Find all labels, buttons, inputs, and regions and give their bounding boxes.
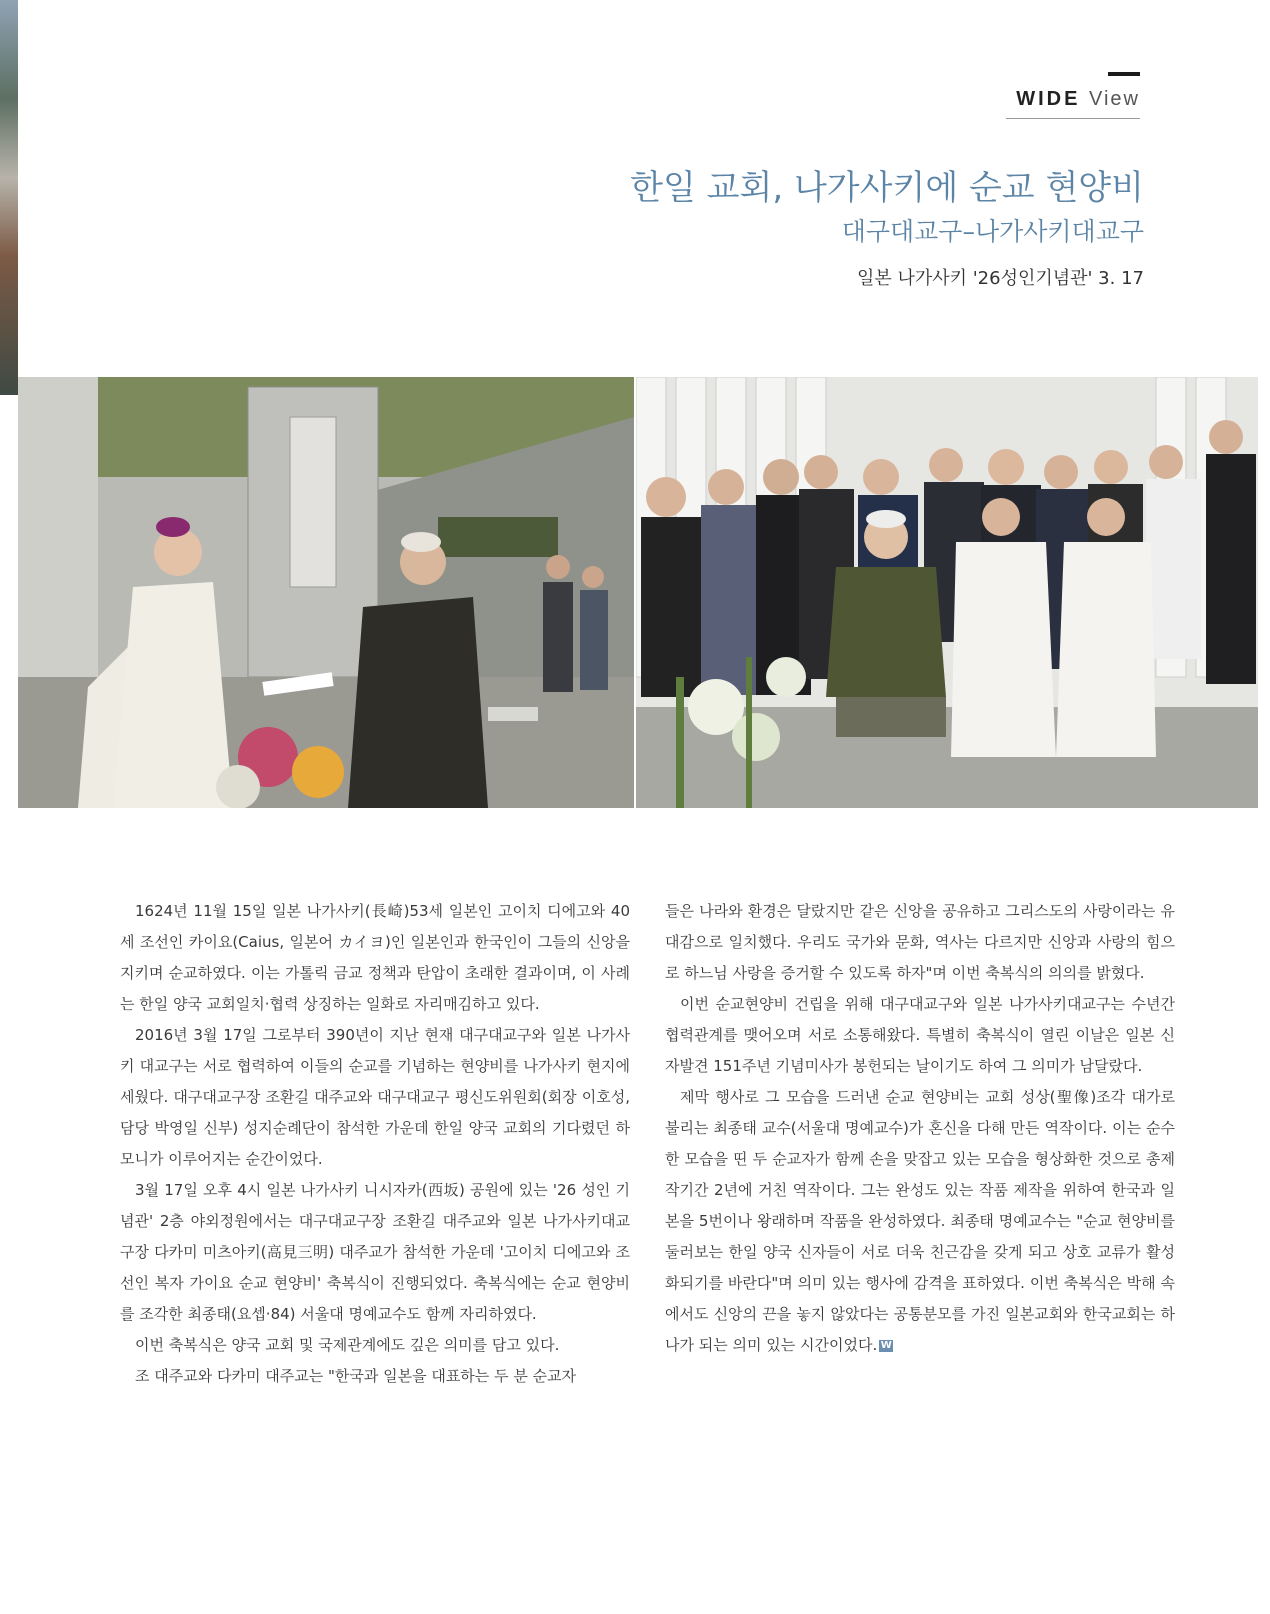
article-subtitle: 대구대교구–나가사키대교구 <box>841 217 1144 246</box>
paragraph: 1624년 11월 15일 일본 나가사키(長崎)53세 일본인 고이치 디에고와 40세 조선인 카이요(Caius, 일본어 カイヨ)인 일본인과 한국인이 그들의 신앙을 지키며 순교하였다. 이는 가톨릭 금교 정책과 탄압이 초래한 결과이며, 이 사례는 한일 양국 교회일치·협력 상징하는 일화로 자리매김하고 있다. <box>120 902 630 1013</box>
section-label-bold: WIDE <box>1016 88 1081 110</box>
paragraph: 이번 순교현양비 건립을 위해 대구대교구와 일본 나가사키대교구는 수년간 협력관계를 맺어오며 서로 소통해왔다. 특별히 축복식이 열린 이날은 일본 신자발견 151주년 기념미사가 봉헌되는 날이기도 하여 그 의미가 남달랐다. <box>665 995 1175 1075</box>
paragraph: 조 대주교와 다카미 대주교는 "한국과 일본을 대표하는 두 분 순교자 <box>135 1367 577 1385</box>
paragraph: 이번 축복식은 양국 교회 및 국제관계에도 깊은 의미를 담고 있다. <box>135 1336 560 1354</box>
section-label-light: View <box>1089 88 1140 110</box>
paragraph: 들은 나라와 환경은 달랐지만 같은 신앙을 공유하고 그리스도의 사랑이라는 유대감으로 일치했다. 우리도 국가와 문화, 역사는 다르지만 신앙과 사랑의 힘으로 하느님 사랑을 증거할 수 있도록 하자"며 이번 축복식의 의의를 밝혔다. <box>665 902 1175 982</box>
article-column-left <box>120 896 630 1392</box>
paragraph: 2016년 3월 17일 그로부터 390년이 지난 현재 대구대교구와 일본 나가사키 대교구는 서로 협력하여 이들의 순교를 기념하는 현양비를 나가사키 현지에 세웠다. 대구대교구장 조환길 대주교와 대구대교구 평신도위원회(회장 이호성, 담당 박영일 신부) 성지순례단이 참석한 가운데 한일 양국 교회의 기다렸던 하모니가 이루어지는 순간이었다. <box>120 1026 630 1168</box>
header-rule <box>1108 72 1140 76</box>
article-title: 한일 교회, 나가사키에 순교 현양비 <box>630 168 1144 208</box>
paragraph: 3월 17일 오후 4시 일본 나가사키 니시자카(西坂) 공원에 있는 '26 성인 기념관' 2층 야외정원에서는 대구대교구장 조환길 대주교와 일본 나가사키대교구장 다카미 미츠아키(高見三明) 대주교가 참석한 가운데 '고이치 디에고와 조선인 복자 가이요 순교 현양비' 축복식이 진행되었다. 축복식에는 순교 현양비를 조각한 최종태(요셉·84) 서울대 명예교수도 함께 자리하였다. <box>120 1181 630 1323</box>
section-label-underline <box>1006 118 1140 119</box>
article-dateline: 일본 나가사키 '26성인기념관' 3. 17 <box>856 268 1144 289</box>
end-mark-icon: W <box>880 1339 892 1351</box>
photo-ceremony-attendees <box>636 377 1258 808</box>
paragraph <box>665 1082 1175 1361</box>
previous-page-photo-edge <box>0 0 18 395</box>
article-column-right <box>665 896 1175 1361</box>
section-label <box>1016 88 1140 111</box>
photo-monument-blessing <box>18 377 634 808</box>
paragraph-text: 제막 행사로 그 모습을 드러낸 순교 현양비는 교회 성상(聖像)조각 대가로 불리는 최종태 교수(서울대 명예교수)가 혼신을 다해 만든 역작이다. 이는 순수한 모습을 띤 두 순교자가 함께 손을 맞잡고 있는 모습을 형상화한 것으로 총제작기간 2년에 거친 역작이다. 그는 완성도 있는 작품 제작을 위하여 한국과 일본을 5번이나 왕래하며 작품을 완성하였다. 최종태 명예교수는 "순교 현양비를 둘러보는 한일 양국 신자들이 서로 더욱 친근감을 갖게 되고 상호 교류가 활성화되기를 바란다"며 의미 있는 행사에 감격을 표하였다. 이번 축복식은 박해 속에서도 신앙의 끈을 놓지 않았다는 공통분모를 가진 일본교회와 한국교회는 하나가 되는 의미 있는 시간이었다. <box>665 1088 1175 1354</box>
